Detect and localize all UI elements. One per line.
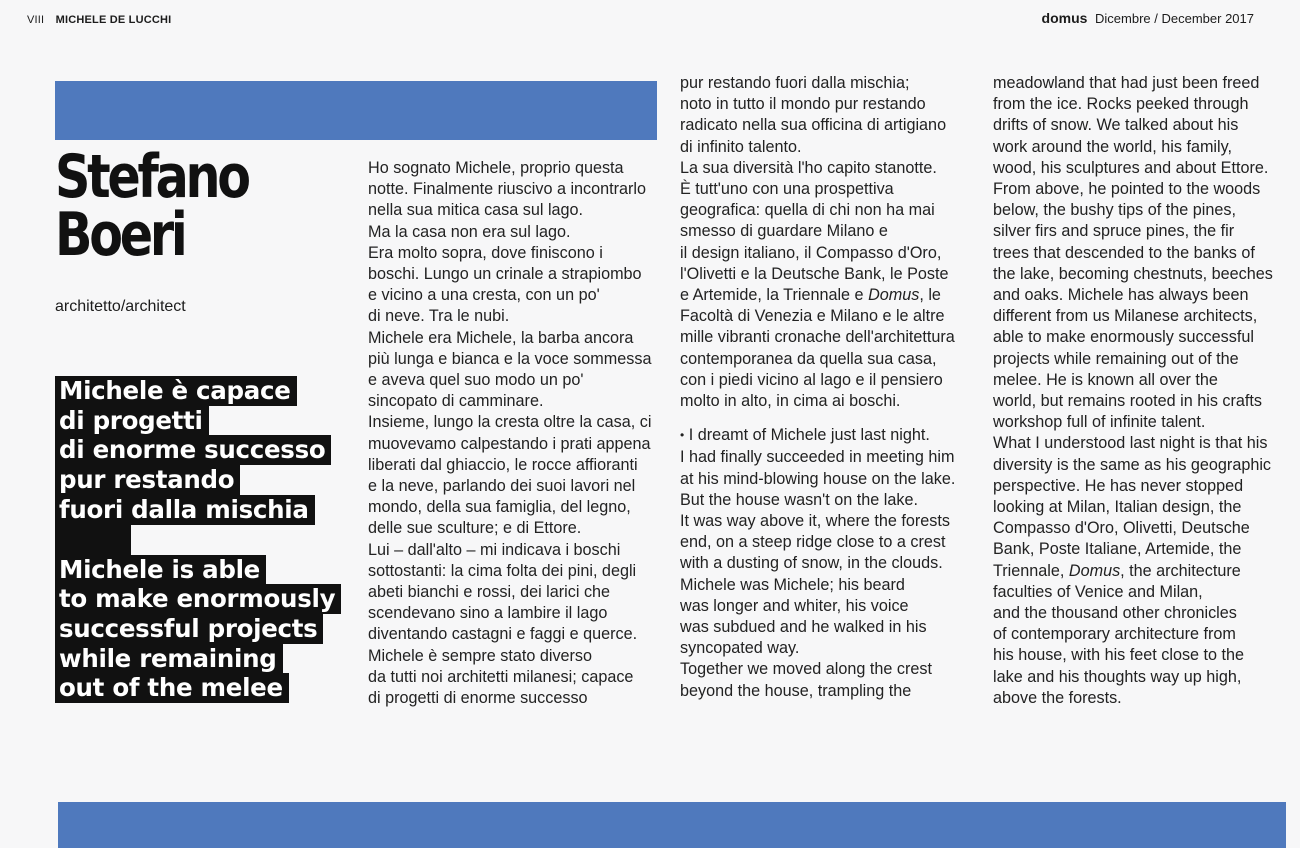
body-text-line: from the ice. Rocks peeked through	[993, 95, 1249, 114]
pull-quote-line: di enorme successo	[55, 435, 355, 465]
body-text-line: at his mind-blowing house on the lake.	[680, 469, 956, 488]
body-text-line: radicato nella sua officina di artigiano	[680, 116, 947, 135]
body-text-line: sottostanti: la cima folta dei pini, degli	[368, 561, 637, 580]
body-text-line: mondo, della sua famiglia, del legno,	[368, 498, 631, 517]
body-text-line: di infinito talento.	[680, 137, 802, 156]
pull-quote-line: while remaining	[55, 644, 355, 674]
body-text-line: sincopato di camminare.	[368, 392, 544, 411]
body-text-line: projects while remaining out of the	[993, 349, 1239, 368]
body-text-line: nella sua mitica casa sul lago.	[368, 201, 584, 220]
body-text-line: diversity is the same as his geographic	[993, 455, 1272, 474]
pull-quote	[55, 376, 355, 703]
body-text-line: La sua diversità l'ho capito stanotte.	[680, 158, 937, 177]
body-text-line: mille vibranti cronache dell'architettura	[680, 328, 955, 347]
body-text-line: muovevamo calpestando i prati appena	[368, 434, 651, 453]
body-text-line: Bank, Poste Italiane, Artemide, the	[993, 540, 1242, 559]
body-text-line: con i piedi vicino al lago e il pensiero	[680, 370, 943, 389]
body-text-line: delle sue sculture; e di Ettore.	[368, 519, 582, 538]
body-text-line: boschi. Lungo un crinale a strapiombo	[368, 265, 642, 284]
page-number: VIII	[27, 14, 45, 26]
author-name	[55, 142, 301, 270]
author-last-name: Boeri	[55, 200, 185, 270]
body-text-line: perspective. He has never stopped	[993, 476, 1244, 495]
body-text-line: Insieme, lungo la cresta oltre la casa, ci	[368, 413, 652, 432]
body-text-line: pur restando fuori dalla mischia;	[680, 74, 910, 92]
body-text-line: and the thousand other chronicles	[993, 604, 1237, 623]
body-text-line: Facoltà di Venezia e Milano e le altre	[680, 307, 945, 326]
body-text-line: e vicino a una cresta, con un po'	[368, 286, 600, 305]
body-text-line: and oaks. Michele has always been	[993, 286, 1249, 305]
body-text-line: Era molto sopra, dove finiscono i	[368, 243, 603, 262]
body-text-line: his house, with his feet close to the	[993, 646, 1245, 665]
body-text-line: smesso di guardare Milano e	[680, 222, 888, 241]
pull-quote-line: pur restando	[55, 465, 355, 495]
body-text-line: with a dusting of snow, in the clouds.	[680, 554, 943, 573]
author-first-name: Stefano	[55, 142, 248, 212]
body-text-line: abeti bianchi e rossi, dei larici che	[368, 583, 611, 602]
body-text-line: Ma la casa non era sul lago.	[368, 222, 571, 241]
body-text-line: below, the bushy tips of the pines,	[993, 201, 1236, 220]
body-text-line: liberati dal ghiaccio, le rocce affioranti	[368, 455, 638, 474]
body-text-line: di progetti di enorme successo	[368, 689, 588, 708]
body-text-line: più lunga e bianca e la voce sommessa	[368, 349, 652, 368]
body-text-line: looking at Milan, Italian design, the	[993, 498, 1242, 517]
body-text-line: end, on a steep ridge close to a crest	[680, 533, 946, 552]
body-text-line: of contemporary architecture from	[993, 625, 1236, 644]
issue-date: Dicembre / December 2017	[1095, 11, 1254, 26]
pull-quote-line: out of the melee	[55, 673, 355, 703]
body-text-line: molto in alto, in cima ai boschi.	[680, 392, 901, 411]
body-text-line: contemporanea da quella sua casa,	[680, 349, 937, 368]
article-column-2	[680, 73, 980, 702]
body-text-line: syncopated way.	[680, 639, 800, 658]
body-text-line: melee. He is known all over the	[993, 370, 1218, 389]
body-text-line: wood, his sculptures and about Ettore.	[993, 158, 1269, 177]
body-text-line: I dreamt of Michele just last night.	[688, 426, 930, 445]
pull-quote-line: successful projects	[55, 614, 355, 644]
body-text-line: beyond the house, trampling the	[680, 681, 912, 700]
running-title: MICHELE DE LUCCHI	[55, 14, 172, 26]
body-text-line: di neve. Tra le nubi.	[368, 307, 510, 326]
body-text-line: e Artemide, la Triennale e Domus, le	[680, 286, 941, 305]
top-color-band	[55, 81, 657, 140]
bottom-color-band	[58, 802, 1286, 848]
body-text-line: work around the world, his family,	[993, 137, 1233, 156]
pull-quote-line: fuori dalla mischia	[55, 495, 355, 525]
body-text-line: il design italiano, il Compasso d'Oro,	[680, 243, 942, 262]
body-text-line: different from us Milanese architects,	[993, 307, 1258, 326]
body-text-line: was longer and whiter, his voice	[680, 596, 909, 615]
body-text-line: meadowland that had just been freed	[993, 74, 1260, 92]
pull-quote-line: Michele is able	[55, 555, 355, 585]
body-text-line: faculties of Venice and Milan,	[993, 582, 1203, 601]
body-text-line: Ho sognato Michele, proprio questa	[368, 159, 624, 177]
body-text-line: workshop full of infinite talent.	[993, 413, 1206, 432]
body-text-line: trees that descended to the banks of	[993, 243, 1255, 262]
body-text-line: Michele era Michele, la barba ancora	[368, 328, 634, 347]
paragraph-spacer	[680, 412, 980, 425]
body-text-line: the lake, becoming chestnuts, beeches	[993, 264, 1273, 283]
body-text-line: Compasso d'Oro, Olivetti, Deutsche	[993, 519, 1250, 538]
body-text-line: geografica: quella di chi non ha mai	[680, 201, 935, 220]
body-text-line: silver firs and spruce pines, the fir	[993, 222, 1235, 241]
running-header	[27, 14, 171, 26]
section-bullet: •	[680, 428, 685, 443]
body-text-line: I had finally succeeded in meeting him	[680, 448, 955, 467]
body-text-line: From above, he pointed to the woods	[993, 180, 1261, 199]
body-text-line: Triennale, Domus, the architecture	[993, 561, 1241, 580]
body-text-line: It was way above it, where the forests	[680, 512, 950, 531]
body-text-line: Michele è sempre stato diverso	[368, 646, 593, 665]
body-text-line: world, but remains rooted in his crafts	[993, 392, 1263, 411]
magazine-brand: domus	[1041, 10, 1088, 26]
body-text-line: e aveva quel suo modo un po'	[368, 371, 584, 390]
body-text-line: drifts of snow. We talked about his	[993, 116, 1239, 135]
pull-quote-divider	[55, 525, 355, 555]
body-text-line: noto in tutto il mondo pur restando	[680, 95, 926, 114]
body-text-line: Lui – dall'alto – mi indicava i boschi	[368, 540, 621, 559]
body-text-line: l'Olivetti e la Deutsche Bank, le Poste	[680, 264, 949, 283]
body-text-line: È tutt'uno con una prospettiva	[680, 180, 894, 199]
body-text-line: notte. Finalmente riuscivo a incontrarlo	[368, 180, 647, 199]
body-text-line: diventando castagni e faggi e querce.	[368, 625, 638, 644]
body-text-line: da tutti noi architetti milanesi; capace	[368, 667, 634, 686]
article-column-3	[993, 73, 1293, 709]
body-text-line: e la neve, parlando dei suoi lavori nel	[368, 477, 636, 496]
body-text-line: was subdued and he walked in his	[680, 618, 927, 637]
body-text-line: Michele was Michele; his beard	[680, 575, 905, 594]
body-text-line: But the house wasn't on the lake.	[680, 490, 918, 509]
pull-quote-line: di progetti	[55, 406, 355, 436]
body-text-line: able to make enormously successful	[993, 328, 1254, 347]
issue-header	[1042, 10, 1254, 26]
body-text-line: scendevano sino a lambire il lago	[368, 604, 608, 623]
pull-quote-line: to make enormously	[55, 584, 355, 614]
article-column-1	[368, 158, 668, 709]
body-text-line: above the forests.	[993, 688, 1122, 707]
body-text-line: What I understood last night is that his	[993, 434, 1268, 453]
pull-quote-line: Michele è capace	[55, 376, 355, 406]
author-role: architetto/architect	[55, 298, 186, 315]
body-text-line: Together we moved along the crest	[680, 660, 932, 679]
body-text-line: lake and his thoughts way up high,	[993, 667, 1242, 686]
